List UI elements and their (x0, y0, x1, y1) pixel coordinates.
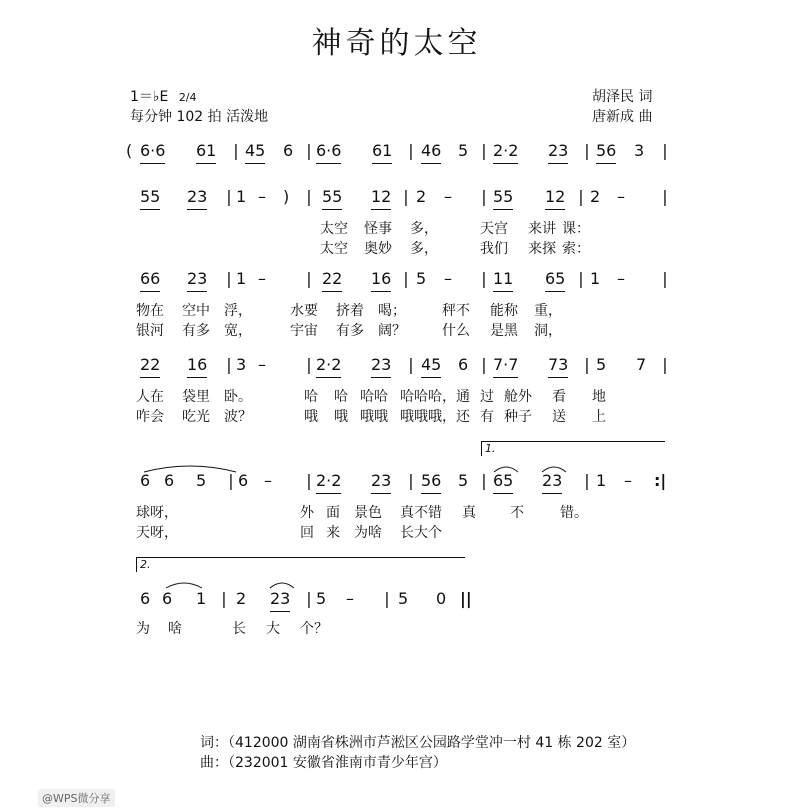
note-group: 46 (421, 140, 441, 164)
lyric: 为 (136, 621, 150, 637)
barline: | (306, 471, 312, 490)
barline: | (221, 589, 227, 608)
lyric: 怪事 (364, 221, 392, 237)
key-signature: 1＝♭E (130, 89, 169, 105)
barline: | (481, 269, 487, 288)
lyric: 有 (480, 409, 494, 425)
barline: | (408, 141, 414, 160)
note: 2 (416, 187, 427, 206)
barline: | (578, 269, 584, 288)
note-group: 16 (371, 268, 391, 292)
lyric: 个？ (300, 621, 328, 637)
barline: | (481, 187, 487, 206)
lyric: 错。 (560, 505, 588, 521)
lyric: 有多 (182, 323, 210, 339)
dash: – (617, 187, 625, 206)
intro-open-paren: ( (126, 141, 133, 160)
dash: – (258, 269, 266, 288)
note: 5 (316, 589, 327, 608)
lyric: 景色 (354, 505, 382, 521)
note-group: 23 (371, 354, 391, 378)
final-barline: || (460, 589, 472, 608)
barline: | (584, 355, 590, 374)
lyric: 阔？ (378, 323, 406, 339)
note-group: 7·7 (493, 354, 518, 378)
lyric: 咋会 (136, 409, 164, 425)
note: 1 (596, 471, 607, 490)
lyric: 喝； (378, 303, 406, 319)
barline: | (481, 141, 487, 160)
barline: | (306, 269, 312, 288)
note: 6 (140, 589, 151, 608)
lyric: 挤着 (336, 303, 364, 319)
lyric: 回 (300, 525, 314, 541)
lyric: 哦， (428, 409, 456, 425)
volta-2-bracket (136, 557, 465, 572)
barline: | (408, 471, 414, 490)
time-signature: 2/4 (178, 91, 197, 104)
note: 3 (634, 141, 645, 160)
song-title: 神奇的太空 (311, 26, 482, 61)
note: 6 (162, 589, 173, 608)
lyric: 地 (592, 389, 606, 405)
note: 6 (458, 355, 469, 374)
dash: – (264, 471, 272, 490)
note-group: 73 (548, 354, 568, 378)
lyric: 奥妙 (364, 241, 392, 257)
barline: | (578, 187, 584, 206)
note-group: 61 (372, 140, 392, 164)
lyric: 来探 (528, 241, 556, 257)
note-group: 22 (322, 268, 342, 292)
lyric: 课： (562, 221, 590, 237)
lyric: 太空 (320, 241, 348, 257)
lyric: 天呀， (136, 525, 178, 541)
note-group: 65 (545, 268, 565, 292)
lyric: 卧。 (224, 389, 252, 405)
barline: | (408, 355, 414, 374)
lyric: 大 (266, 621, 280, 637)
note: 2 (590, 187, 601, 206)
lyrics-row-6 (136, 620, 328, 638)
barline: | (481, 355, 487, 374)
lyric: 波？ (224, 409, 252, 425)
rest: 0 (436, 589, 447, 608)
lyricist-address: 词：（412000 湖南省株洲市芦淞区公园路学堂冲一村 41 栋 202 室） (200, 735, 636, 751)
lyric: 重， (534, 303, 562, 319)
lyric: 哈哈 (400, 389, 428, 405)
barline: | (306, 355, 312, 374)
lyric: 不 (510, 505, 524, 521)
note: 5 (458, 471, 469, 490)
composer-address: 曲：（232001 安徽省淮南市青少年宫） (200, 755, 447, 771)
lyric: 多， (410, 221, 438, 237)
lyric: 索： (562, 241, 590, 257)
note-group: 22 (140, 354, 160, 378)
dash: – (258, 355, 266, 374)
lyric: 真 (462, 505, 476, 521)
note-group: 16 (187, 354, 207, 378)
note-group: 23 (371, 470, 391, 494)
barline: | (306, 589, 312, 608)
note: 7 (636, 355, 647, 374)
barline: | (584, 141, 590, 160)
lyric: 来讲 (528, 221, 556, 237)
lyric: 来 (326, 525, 340, 541)
note: 6 (283, 141, 294, 160)
lyric: 有多 (336, 323, 364, 339)
repeat-end-barline: :| (654, 471, 667, 490)
note-group: 61 (196, 140, 216, 164)
tempo-marking: 每分钟 102 拍 活泼地 (130, 109, 269, 125)
note: 1 (196, 589, 207, 608)
note-group: 12 (545, 186, 565, 210)
note-group: 12 (371, 186, 391, 210)
lyrics-row-5-verse-1 (136, 504, 588, 522)
dash: – (624, 471, 632, 490)
lyric: 水要 (290, 303, 318, 319)
lyric: 物在 (136, 303, 164, 319)
lyric: 送 (552, 409, 566, 425)
dash: – (346, 589, 354, 608)
note-group: 55 (140, 186, 160, 210)
lyric: 袋里 (182, 389, 210, 405)
lyric: 哦 (334, 409, 348, 425)
note-group: 55 (322, 186, 342, 210)
lyric: 为啥 (354, 525, 382, 541)
barline: | (662, 355, 668, 374)
lyric: 哦哦 (400, 409, 428, 425)
note-group: 23 (187, 268, 207, 292)
lyric: 哈 (334, 389, 348, 405)
barline: | (662, 141, 668, 160)
lyric: 宽， (224, 323, 252, 339)
note-group: 2·2 (493, 140, 518, 164)
lyric: 舱外 (504, 389, 532, 405)
note-group: 23 (270, 588, 290, 612)
note-group: 23 (187, 186, 207, 210)
lyric: 长大 (400, 525, 428, 541)
barline: | (384, 589, 390, 608)
note-group: 45 (245, 140, 265, 164)
barline: | (481, 471, 487, 490)
barline: | (662, 187, 668, 206)
note-group: 56 (596, 140, 616, 164)
barline: | (306, 187, 312, 206)
lyric: 面 (326, 505, 340, 521)
volta-1-label: 1. (485, 442, 496, 455)
lyric: 人在 (136, 389, 164, 405)
note-group: 6·6 (140, 140, 165, 164)
note: 1 (590, 269, 601, 288)
lyric: 哈 (304, 389, 318, 405)
note-group: 23 (548, 140, 568, 164)
lyric: 我们 (480, 241, 508, 257)
lyric: 什么 (442, 323, 470, 339)
lyric: 天宫 (480, 221, 508, 237)
lyric: 哦 (304, 409, 318, 425)
note: 5 (416, 269, 427, 288)
lyrics-row-5-verse-2 (136, 524, 442, 542)
wps-watermark: @WPS微分享 (38, 789, 115, 807)
lyric: 能称 (490, 303, 518, 319)
barline: | (403, 269, 409, 288)
note-group: 65 (493, 470, 513, 494)
note: 3 (236, 355, 247, 374)
barline: | (226, 355, 232, 374)
lyric: 个 (428, 525, 442, 541)
note: 1 (236, 187, 247, 206)
barline: | (226, 187, 232, 206)
note: 6 (238, 471, 249, 490)
lyric: 哦哦 (360, 409, 388, 425)
lyric: 哈， (428, 389, 456, 405)
note-group: 23 (542, 470, 562, 494)
dash: – (258, 187, 266, 206)
lyric: 哈哈 (360, 389, 388, 405)
intro-close-paren: ) (283, 187, 290, 206)
note: 1 (236, 269, 247, 288)
lyric: 真不 (400, 505, 428, 521)
lyric: 洞， (534, 323, 562, 339)
volta-2-label: 2. (140, 558, 151, 571)
lyric: 还 (456, 409, 470, 425)
barline: | (403, 187, 409, 206)
lyric: 多， (410, 241, 438, 257)
lyric: 太空 (320, 221, 348, 237)
note: 5 (196, 471, 207, 490)
lyric: 啥 (168, 621, 182, 637)
dash: – (617, 269, 625, 288)
dash: – (444, 269, 452, 288)
lyric: 长 (232, 621, 246, 637)
lyric: 外 (300, 505, 314, 521)
lyric: 看 (552, 389, 566, 405)
lyric: 宇宙 (290, 323, 318, 339)
lyric: 秤不 (442, 303, 470, 319)
lyric: 球呀， (136, 505, 178, 521)
lyric: 错 (428, 505, 442, 521)
lyric: 吃光 (182, 409, 210, 425)
barline: | (226, 269, 232, 288)
note: 6 (164, 471, 175, 490)
barline: | (306, 141, 312, 160)
barline: | (662, 269, 668, 288)
lyric: 种子 (504, 409, 532, 425)
lyric: 空中 (182, 303, 210, 319)
lyric: 是黑 (490, 323, 518, 339)
lyricist-credit: 胡泽民 词 (592, 89, 653, 105)
note-group: 2·2 (316, 470, 341, 494)
note-group: 45 (421, 354, 441, 378)
note: 5 (398, 589, 409, 608)
barline: | (228, 471, 234, 490)
lyric: 浮， (224, 303, 252, 319)
notation-row-6 (0, 588, 793, 628)
barline: | (233, 141, 239, 160)
lyric: 通 (456, 389, 470, 405)
lyric: 过 (480, 389, 494, 405)
note-group: 56 (421, 470, 441, 494)
dash: – (444, 187, 452, 206)
note-group: 66 (140, 268, 160, 292)
barline: | (584, 471, 590, 490)
note: 2 (236, 589, 247, 608)
note-group: 6·6 (316, 140, 341, 164)
note: 6 (140, 471, 151, 490)
note-group: 2·2 (316, 354, 341, 378)
composer-credit: 唐新成 曲 (592, 109, 653, 125)
note-group: 55 (493, 186, 513, 210)
note: 5 (596, 355, 607, 374)
lyric: 上 (592, 409, 606, 425)
lyric: 银河 (136, 323, 164, 339)
note: 5 (458, 141, 469, 160)
note-group: 11 (493, 268, 513, 292)
